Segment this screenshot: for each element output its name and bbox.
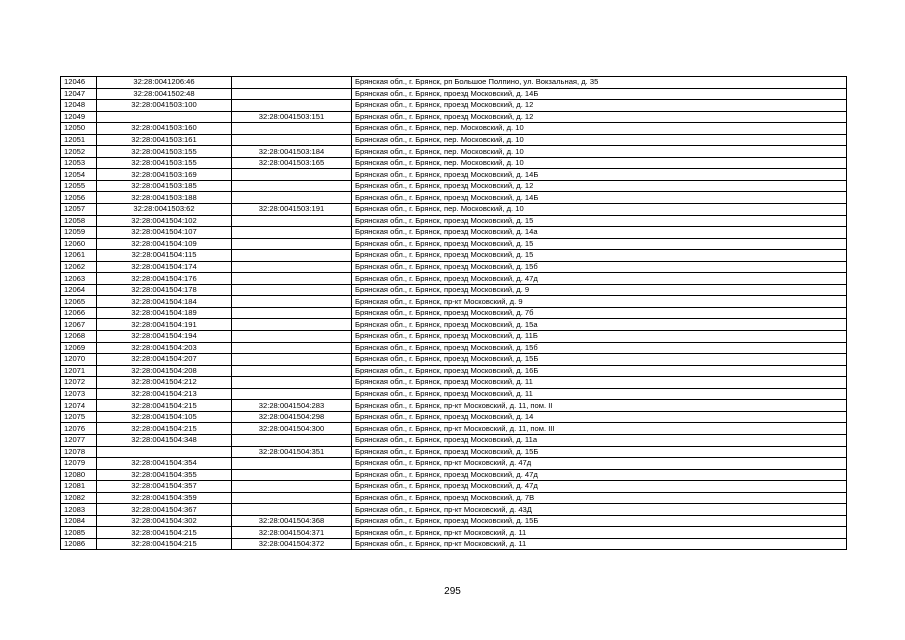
table-row: [61, 481, 847, 493]
row-number-cell: 12065: [61, 296, 97, 308]
cadastral-number-cell: 32:28:0041504:109: [97, 238, 232, 250]
table-row: [61, 134, 847, 146]
sub-object-number-cell: [232, 342, 352, 354]
row-number-cell: 12055: [61, 180, 97, 192]
address-cell: Брянская обл., г. Брянск, пер. Московский, д. 10: [352, 157, 847, 169]
address-cell: Брянская обл., г. Брянск, проезд Московский, д. 14Б: [352, 88, 847, 100]
address-cell: Брянская обл., г. Брянск, проезд Московский, д. 7В: [352, 492, 847, 504]
row-number-cell: 12072: [61, 377, 97, 389]
row-number-cell: 12078: [61, 446, 97, 458]
row-number-cell: 12068: [61, 331, 97, 343]
table-row: [61, 273, 847, 285]
table-row: [61, 250, 847, 262]
table-row: [61, 388, 847, 400]
row-number-cell: 12071: [61, 365, 97, 377]
address-cell: Брянская обл., г. Брянск, пер. Московский, д. 10: [352, 204, 847, 216]
cadastral-number-cell: 32:28:0041504:357: [97, 481, 232, 493]
row-number-cell: 12077: [61, 434, 97, 446]
cadastral-number-cell: 32:28:0041502:48: [97, 88, 232, 100]
table-row: [61, 284, 847, 296]
sub-object-number-cell: [232, 215, 352, 227]
sub-object-number-cell: [232, 434, 352, 446]
address-cell: Брянская обл., г. Брянск, пр-кт Московский, д. 11: [352, 527, 847, 539]
sub-object-number-cell: [232, 88, 352, 100]
address-cell: Брянская обл., г. Брянск, проезд Московский, д. 15: [352, 238, 847, 250]
sub-object-number-cell: 32:28:0041503:165: [232, 157, 352, 169]
table-row: [61, 538, 847, 550]
table-row: [61, 88, 847, 100]
sub-object-number-cell: [232, 458, 352, 470]
address-cell: Брянская обл., г. Брянск, проезд Московский, д. 15Б: [352, 446, 847, 458]
table-row: [61, 492, 847, 504]
row-number-cell: 12046: [61, 77, 97, 89]
sub-object-number-cell: [232, 238, 352, 250]
row-number-cell: 12064: [61, 284, 97, 296]
cadastral-number-cell: 32:28:0041504:178: [97, 284, 232, 296]
address-cell: Брянская обл., г. Брянск, проезд Московский, д. 15Б: [352, 354, 847, 366]
address-cell: Брянская обл., г. Брянск, проезд Московский, д. 14: [352, 411, 847, 423]
row-number-cell: 12084: [61, 515, 97, 527]
cadastral-number-cell: 32:28:0041206:46: [97, 77, 232, 89]
sub-object-number-cell: [232, 504, 352, 516]
cadastral-number-cell: 32:28:0041503:169: [97, 169, 232, 181]
address-cell: Брянская обл., г. Брянск, пер. Московский, д. 10: [352, 134, 847, 146]
cadastral-number-cell: 32:28:0041504:354: [97, 458, 232, 470]
table-row: [61, 111, 847, 123]
cadastral-number-cell: 32:28:0041504:115: [97, 250, 232, 262]
address-cell: Брянская обл., г. Брянск, рп Большое Полпино, ул. Вокзальная, д. 35: [352, 77, 847, 89]
row-number-cell: 12073: [61, 388, 97, 400]
row-number-cell: 12057: [61, 204, 97, 216]
address-cell: Брянская обл., г. Брянск, пер. Московский, д. 10: [352, 146, 847, 158]
cadastral-number-cell: 32:28:0041504:359: [97, 492, 232, 504]
row-number-cell: 12075: [61, 411, 97, 423]
table-row: [61, 157, 847, 169]
table-row: [61, 342, 847, 354]
sub-object-number-cell: [232, 469, 352, 481]
table-row: [61, 400, 847, 412]
address-cell: Брянская обл., г. Брянск, проезд Московский, д. 15а: [352, 319, 847, 331]
address-cell: Брянская обл., г. Брянск, проезд Московский, д. 9: [352, 284, 847, 296]
table-row: [61, 77, 847, 89]
address-cell: Брянская обл., г. Брянск, проезд Московский, д. 14Б: [352, 169, 847, 181]
row-number-cell: 12050: [61, 123, 97, 135]
row-number-cell: 12052: [61, 146, 97, 158]
sub-object-number-cell: [232, 134, 352, 146]
sub-object-number-cell: [232, 261, 352, 273]
cadastral-number-cell: 32:28:0041504:355: [97, 469, 232, 481]
address-cell: Брянская обл., г. Брянск, проезд Московский, д. 7б: [352, 307, 847, 319]
cadastral-number-cell: 32:28:0041504:191: [97, 319, 232, 331]
row-number-cell: 12060: [61, 238, 97, 250]
sub-object-number-cell: 32:28:0041504:298: [232, 411, 352, 423]
sub-object-number-cell: [232, 296, 352, 308]
address-cell: Брянская обл., г. Брянск, проезд Московский, д. 12: [352, 100, 847, 112]
address-cell: Брянская обл., г. Брянск, проезд Московский, д. 11а: [352, 434, 847, 446]
sub-object-number-cell: 32:28:0041504:300: [232, 423, 352, 435]
sub-object-number-cell: [232, 77, 352, 89]
address-cell: Брянская обл., г. Брянск, пр-кт Московский, д. 11: [352, 538, 847, 550]
address-cell: Брянская обл., г. Брянск, проезд Московский, д. 16Б: [352, 365, 847, 377]
sub-object-number-cell: [232, 377, 352, 389]
table-row: [61, 434, 847, 446]
cadastral-number-cell: 32:28:0041504:215: [97, 400, 232, 412]
row-number-cell: 12082: [61, 492, 97, 504]
sub-object-number-cell: [232, 319, 352, 331]
address-cell: Брянская обл., г. Брянск, проезд Московский, д. 47д: [352, 481, 847, 493]
sub-object-number-cell: [232, 365, 352, 377]
sub-object-number-cell: [232, 250, 352, 262]
table-row: [61, 458, 847, 470]
table-row: [61, 377, 847, 389]
sub-object-number-cell: [232, 169, 352, 181]
table-row: [61, 215, 847, 227]
cadastral-number-cell: 32:28:0041503:100: [97, 100, 232, 112]
address-cell: Брянская обл., г. Брянск, проезд Московский, д. 14а: [352, 227, 847, 239]
table-row: [61, 100, 847, 112]
sub-object-number-cell: 32:28:0041504:368: [232, 515, 352, 527]
table-row: [61, 354, 847, 366]
sub-object-number-cell: [232, 492, 352, 504]
table-row: [61, 296, 847, 308]
cadastral-number-cell: 32:28:0041504:302: [97, 515, 232, 527]
cadastral-number-cell: 32:28:0041504:102: [97, 215, 232, 227]
cadastral-number-cell: 32:28:0041504:107: [97, 227, 232, 239]
sub-object-number-cell: [232, 481, 352, 493]
sub-object-number-cell: [232, 273, 352, 285]
cadastral-table: [60, 76, 847, 550]
address-cell: Брянская обл., г. Брянск, пр-кт Московский, д. 47д: [352, 458, 847, 470]
row-number-cell: 12079: [61, 458, 97, 470]
cadastral-number-cell: 32:28:0041504:105: [97, 411, 232, 423]
sub-object-number-cell: [232, 354, 352, 366]
address-cell: Брянская обл., г. Брянск, проезд Московский, д. 11Б: [352, 331, 847, 343]
table-row: [61, 123, 847, 135]
cadastral-number-cell: [97, 446, 232, 458]
row-number-cell: 12061: [61, 250, 97, 262]
table-row: [61, 469, 847, 481]
address-cell: Брянская обл., г. Брянск, проезд Московский, д. 12: [352, 180, 847, 192]
address-cell: Брянская обл., г. Брянск, пр-кт Московский, д. 43Д: [352, 504, 847, 516]
cadastral-number-cell: 32:28:0041504:174: [97, 261, 232, 273]
sub-object-number-cell: 32:28:0041503:184: [232, 146, 352, 158]
sub-object-number-cell: 32:28:0041504:372: [232, 538, 352, 550]
row-number-cell: 12069: [61, 342, 97, 354]
sub-object-number-cell: 32:28:0041503:191: [232, 204, 352, 216]
table-row: [61, 331, 847, 343]
address-cell: Брянская обл., г. Брянск, проезд Московский, д. 11: [352, 388, 847, 400]
cadastral-number-cell: 32:28:0041504:194: [97, 331, 232, 343]
row-number-cell: 12074: [61, 400, 97, 412]
table-body: [61, 77, 847, 550]
row-number-cell: 12085: [61, 527, 97, 539]
cadastral-number-cell: 32:28:0041504:213: [97, 388, 232, 400]
sub-object-number-cell: [232, 100, 352, 112]
address-cell: Брянская обл., г. Брянск, проезд Московский, д. 47д: [352, 469, 847, 481]
row-number-cell: 12048: [61, 100, 97, 112]
sub-object-number-cell: [232, 227, 352, 239]
cadastral-number-cell: 32:28:0041503:155: [97, 146, 232, 158]
address-cell: Брянская обл., г. Брянск, пр-кт Московский, д. 11, пом. III: [352, 423, 847, 435]
row-number-cell: 12049: [61, 111, 97, 123]
sub-object-number-cell: [232, 180, 352, 192]
address-cell: Брянская обл., г. Брянск, проезд Московский, д. 11: [352, 377, 847, 389]
cadastral-number-cell: 32:28:0041504:203: [97, 342, 232, 354]
cadastral-number-cell: 32:28:0041504:348: [97, 434, 232, 446]
row-number-cell: 12083: [61, 504, 97, 516]
row-number-cell: 12086: [61, 538, 97, 550]
address-cell: Брянская обл., г. Брянск, проезд Московский, д. 14Б: [352, 192, 847, 204]
row-number-cell: 12059: [61, 227, 97, 239]
sub-object-number-cell: [232, 284, 352, 296]
table-row: [61, 365, 847, 377]
address-cell: Брянская обл., г. Брянск, пр-кт Московский, д. 11, пом. II: [352, 400, 847, 412]
page-number: 295: [444, 586, 461, 597]
table-row: [61, 169, 847, 181]
sub-object-number-cell: [232, 192, 352, 204]
table-row: [61, 238, 847, 250]
table-row: [61, 307, 847, 319]
cadastral-number-cell: 32:28:0041504:189: [97, 307, 232, 319]
row-number-cell: 12063: [61, 273, 97, 285]
table-row: [61, 504, 847, 516]
table-row: [61, 319, 847, 331]
address-cell: Брянская обл., г. Брянск, проезд Московский, д. 15б: [352, 261, 847, 273]
cadastral-number-cell: [97, 111, 232, 123]
row-number-cell: 12066: [61, 307, 97, 319]
row-number-cell: 12080: [61, 469, 97, 481]
cadastral-number-cell: 32:28:0041504:207: [97, 354, 232, 366]
table-row: [61, 261, 847, 273]
table-row: [61, 446, 847, 458]
sub-object-number-cell: 32:28:0041504:371: [232, 527, 352, 539]
cadastral-number-cell: 32:28:0041504:215: [97, 527, 232, 539]
cadastral-number-cell: 32:28:0041503:62: [97, 204, 232, 216]
row-number-cell: 12054: [61, 169, 97, 181]
table-row: [61, 204, 847, 216]
cadastral-number-cell: 32:28:0041504:215: [97, 538, 232, 550]
table-row: [61, 227, 847, 239]
address-cell: Брянская обл., г. Брянск, проезд Московский, д. 15б: [352, 342, 847, 354]
row-number-cell: 12067: [61, 319, 97, 331]
sub-object-number-cell: [232, 388, 352, 400]
table-row: [61, 411, 847, 423]
address-cell: Брянская обл., г. Брянск, проезд Московский, д. 15: [352, 250, 847, 262]
cadastral-number-cell: 32:28:0041503:161: [97, 134, 232, 146]
cadastral-number-cell: 32:28:0041503:155: [97, 157, 232, 169]
sub-object-number-cell: 32:28:0041504:351: [232, 446, 352, 458]
address-cell: Брянская обл., г. Брянск, проезд Московский, д. 12: [352, 111, 847, 123]
address-cell: Брянская обл., г. Брянск, пер. Московский, д. 10: [352, 123, 847, 135]
cadastral-number-cell: 32:28:0041504:176: [97, 273, 232, 285]
cadastral-number-cell: 32:28:0041503:160: [97, 123, 232, 135]
row-number-cell: 12070: [61, 354, 97, 366]
row-number-cell: 12081: [61, 481, 97, 493]
row-number-cell: 12076: [61, 423, 97, 435]
row-number-cell: 12051: [61, 134, 97, 146]
address-cell: Брянская обл., г. Брянск, пр-кт Московский, д. 9: [352, 296, 847, 308]
sub-object-number-cell: 32:28:0041504:283: [232, 400, 352, 412]
sub-object-number-cell: 32:28:0041503:151: [232, 111, 352, 123]
cadastral-number-cell: 32:28:0041504:184: [97, 296, 232, 308]
address-cell: Брянская обл., г. Брянск, проезд Московский, д. 47д: [352, 273, 847, 285]
table-row: [61, 527, 847, 539]
cadastral-number-cell: 32:28:0041504:215: [97, 423, 232, 435]
table-row: [61, 515, 847, 527]
table-row: [61, 180, 847, 192]
table-row: [61, 146, 847, 158]
sub-object-number-cell: [232, 331, 352, 343]
cadastral-number-cell: 32:28:0041504:208: [97, 365, 232, 377]
row-number-cell: 12056: [61, 192, 97, 204]
row-number-cell: 12062: [61, 261, 97, 273]
cadastral-number-cell: 32:28:0041504:367: [97, 504, 232, 516]
row-number-cell: 12058: [61, 215, 97, 227]
address-cell: Брянская обл., г. Брянск, проезд Московский, д. 15Б: [352, 515, 847, 527]
cadastral-number-cell: 32:28:0041503:185: [97, 180, 232, 192]
cadastral-number-cell: 32:28:0041503:188: [97, 192, 232, 204]
sub-object-number-cell: [232, 123, 352, 135]
table-row: [61, 192, 847, 204]
sub-object-number-cell: [232, 307, 352, 319]
cadastral-number-cell: 32:28:0041504:212: [97, 377, 232, 389]
row-number-cell: 12053: [61, 157, 97, 169]
address-cell: Брянская обл., г. Брянск, проезд Московский, д. 15: [352, 215, 847, 227]
row-number-cell: 12047: [61, 88, 97, 100]
table-row: [61, 423, 847, 435]
